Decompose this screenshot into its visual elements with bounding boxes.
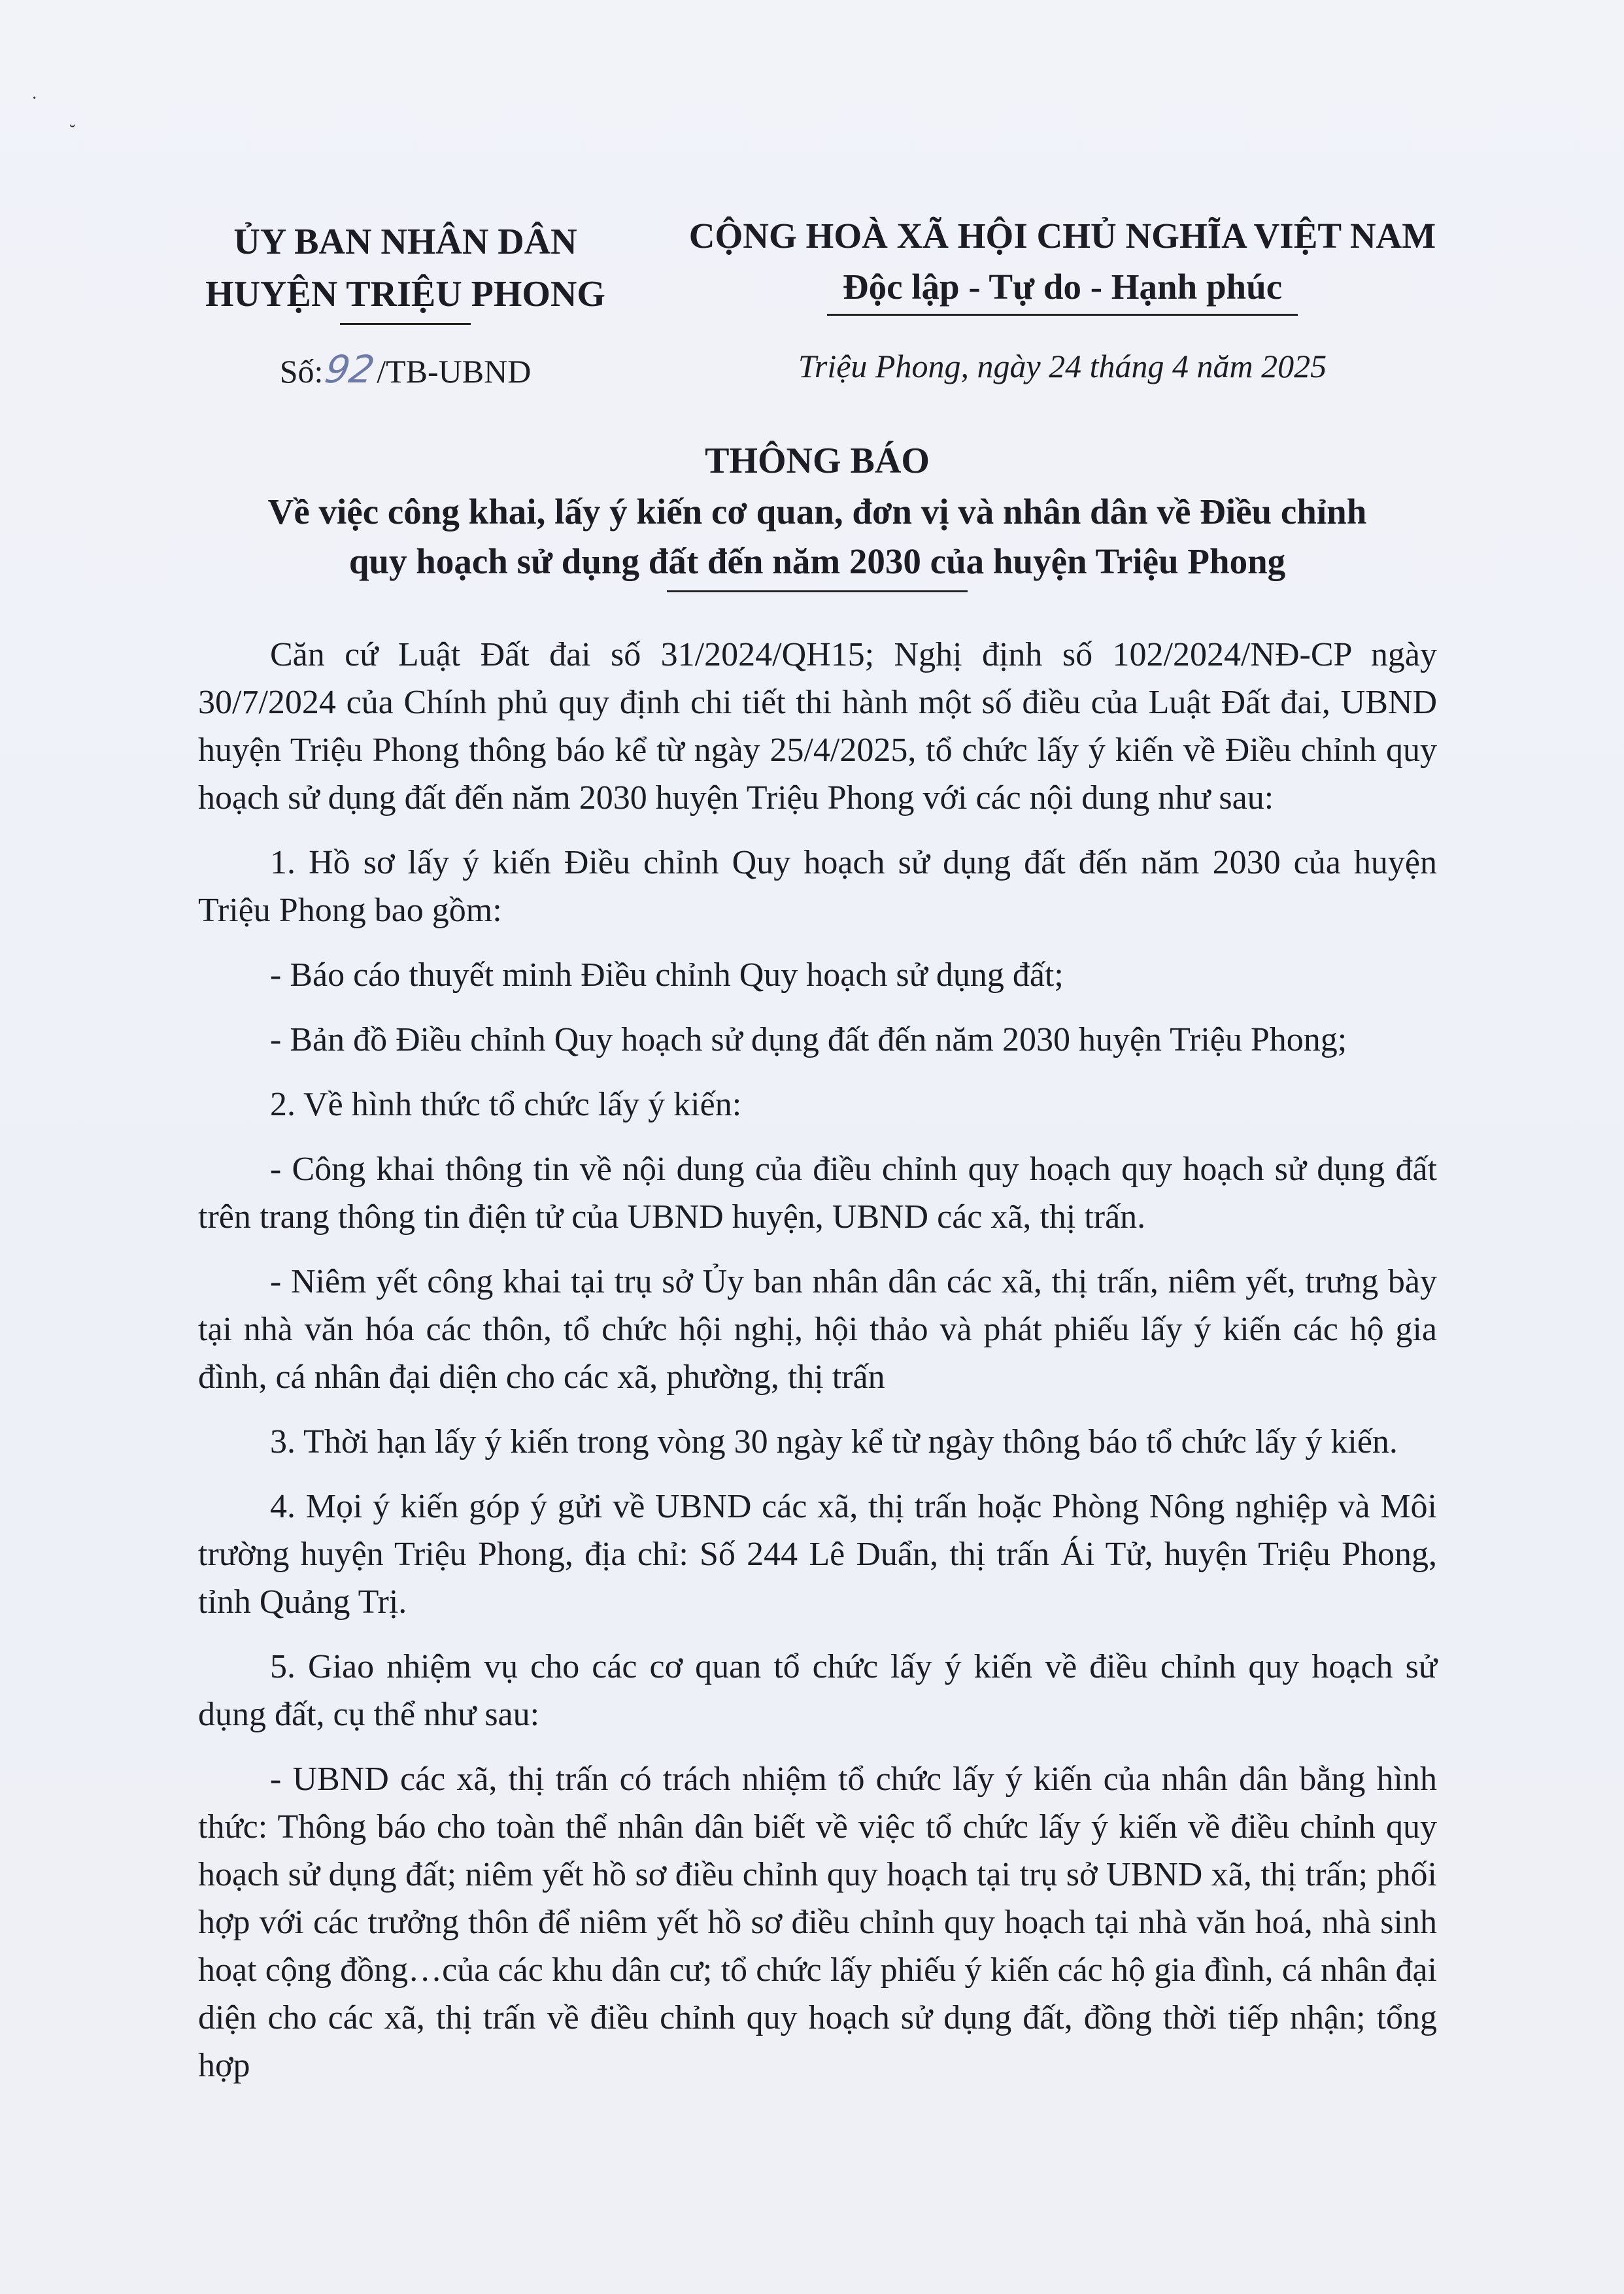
- document-title: THÔNG BÁO: [705, 441, 930, 481]
- doc-number-suffix: /TB-UBND: [377, 353, 532, 390]
- body-paragraph: - Báo cáo thuyết minh Điều chỉnh Quy hoạch sử dụng đất;: [270, 956, 1064, 994]
- body-paragraph: 1. Hồ sơ lấy ý kiến Điều chỉnh Quy hoạch sử dụng đất đến năm 2030 của huyện Triệu Phong bao gồm:: [198, 844, 1437, 929]
- title-underline: [667, 590, 968, 592]
- body-paragraph: 5. Giao nhiệm vụ cho các cơ quan tổ chức lấy ý kiến về điều chỉnh quy hoạch sử dụng đất, cụ thể như sau:: [198, 1648, 1437, 1733]
- motto-underline: [827, 314, 1298, 316]
- document-body: [198, 631, 1437, 2106]
- body-paragraph: - UBND các xã, thị trấn có trách nhiệm tổ chức lấy ý kiến của nhân dân bằng hình thức: Thông báo cho toàn thể nhân dân biết về việc tổ chức lấy ý kiến về điều chỉnh quy hoạch sử dụng đất; niêm yết hồ sơ điều chỉnh quy hoạch tại trụ sở UBND xã, thị trấn; phối hợp với các trưởng thôn để niêm yết hồ sơ điều chỉnh quy hoạch tại nhà văn hoá, nhà sinh hoạt cộng đồng…của các khu dân cư; tổ chức lấy phiếu ý kiến các hộ gia đình, cá nhân đại diện cho các xã, thị trấn về điều chỉnh quy hoạch sử dụng đất, đồng thời tiếp nhận; tổng hợp: [198, 1761, 1437, 2084]
- agency-line-2: HUYỆN TRIỆU PHONG: [205, 274, 605, 314]
- scan-speck: ·: [31, 88, 38, 109]
- agency-header: [163, 216, 647, 392]
- body-paragraph: 2. Về hình thức tổ chức lấy ý kiến:: [270, 1086, 742, 1123]
- document-subtitle-line-2: quy hoạch sử dụng đất đến năm 2030 của huyện Triệu Phong: [348, 541, 1286, 581]
- nation-line-2: Độc lập - Tự do - Hạnh phúc: [842, 267, 1283, 307]
- agency-line-1: ỦY BAN NHÂN DÂN: [233, 222, 577, 262]
- body-paragraph: 4. Mọi ý kiến góp ý gửi về UBND các xã, thị trấn hoặc Phòng Nông nghiệp và Môi trường huyện Triệu Phong, địa chỉ: Số 244 Lê Duẩn, thị trấn Ái Tử, huyện Triệu Phong, tỉnh Quảng Trị.: [198, 1488, 1437, 1621]
- document-subtitle-line-1: Về việc công khai, lấy ý kiến cơ quan, đơn vị và nhân dân về Điều chỉnh: [267, 492, 1367, 531]
- document-number: [163, 347, 647, 392]
- body-paragraph: - Niêm yết công khai tại trụ sở Ủy ban nhân dân các xã, thị trấn, niêm yết, trưng bày tại nhà văn hóa các thôn, tổ chức hội nghị, hội thảo và phát phiếu lấy ý kiến các hộ gia đình, cá nhân đại diện cho các xã, phường, thị trấn: [198, 1263, 1437, 1396]
- scan-speck: ˘: [69, 122, 76, 142]
- body-paragraph: 3. Thời hạn lấy ý kiến trong vòng 30 ngày kể từ ngày thông báo tổ chức lấy ý kiến.: [270, 1423, 1398, 1460]
- doc-number-prefix: Số:: [279, 353, 324, 390]
- agency-underline: [340, 323, 471, 325]
- national-header: [686, 211, 1438, 385]
- place-date: Triệu Phong, ngày 24 tháng 4 năm 2025: [798, 348, 1327, 384]
- body-paragraph: - Bản đồ Điều chỉnh Quy hoạch sử dụng đất đến năm 2030 huyện Triệu Phong;: [270, 1021, 1347, 1058]
- document-title-block: [163, 435, 1471, 592]
- nation-line-1: CỘNG HOÀ XÃ HỘI CHỦ NGHĨA VIỆT NAM: [688, 216, 1436, 256]
- body-paragraph: Căn cứ Luật Đất đai số 31/2024/QH15; Nghị định số 102/2024/NĐ-CP ngày 30/7/2024 của Chính phủ quy định chi tiết thi hành một số điều của Luật Đất đai, UBND huyện Triệu Phong thông báo kể từ ngày 25/4/2025, tổ chức lấy ý kiến về Điều chỉnh quy hoạch sử dụng đất đến năm 2030 huyện Triệu Phong với các nội dung như sau:: [198, 636, 1437, 817]
- body-paragraph: - Công khai thông tin về nội dung của điều chỉnh quy hoạch quy hoạch sử dụng đất trên trang thông tin điện tử của UBND huyện, UBND các xã, thị trấn.: [198, 1151, 1437, 1236]
- doc-number-handwritten: 92: [322, 347, 379, 392]
